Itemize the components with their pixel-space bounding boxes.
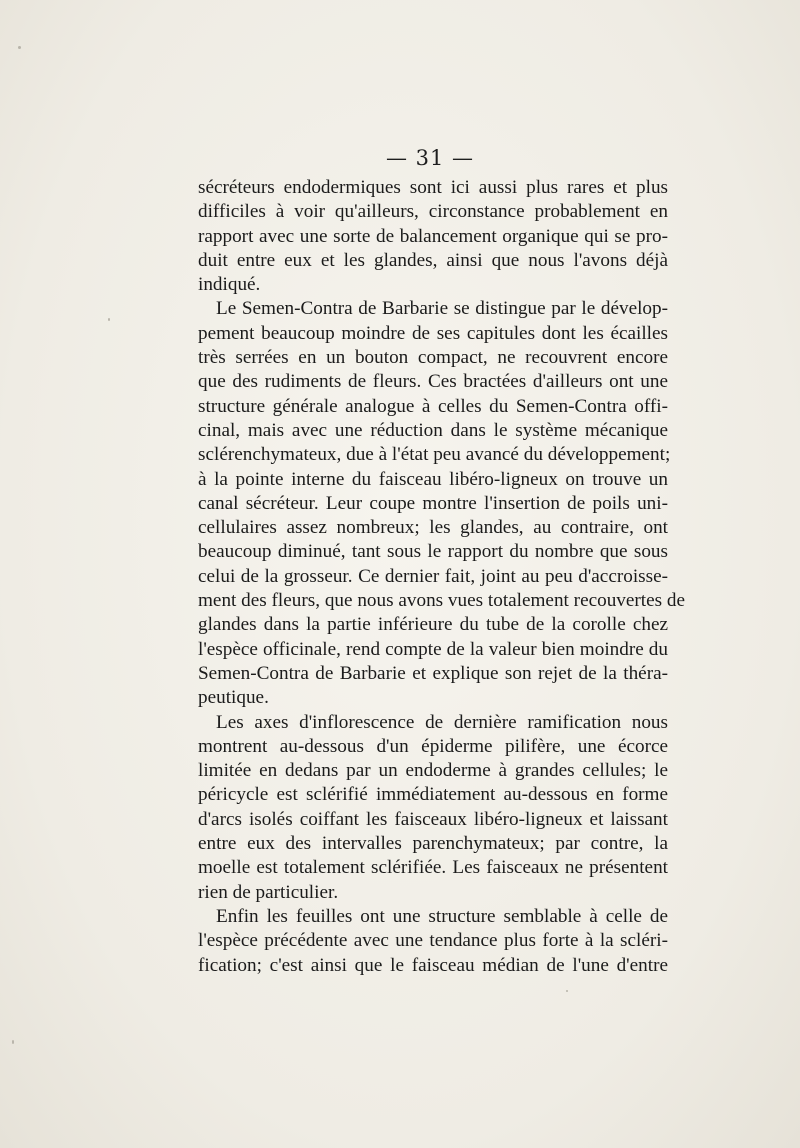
text-line: Semen-Contra de Barbarie et explique son rejet de la théra- — [198, 662, 668, 684]
text-line: canal sécréteur. Leur coupe montre l'insertion de poils uni- — [198, 492, 668, 514]
paper-speck — [12, 1040, 14, 1044]
text-line: rapport avec une sorte de balancement organique qui se pro- — [198, 225, 668, 247]
text-line: entre eux des intervalles parenchymateux; par contre, la — [198, 833, 668, 855]
text-line: Les axes d'inflorescence de dernière ramification nous — [216, 711, 668, 733]
text-line: sclérenchymateux, due à l'état peu avancé du développement; — [198, 444, 671, 466]
text-line: d'arcs isolés coiffant les faisceaux libéro-ligneux et laissant — [198, 808, 668, 830]
text-line: très serrées en un bouton compact, ne recouvrent encore — [198, 347, 668, 369]
text-line: difficiles à voir qu'ailleurs, circonstance probablement en — [198, 201, 668, 223]
text-line: que des rudiments de fleurs. Ces bractées d'ailleurs ont une — [198, 371, 668, 393]
text-line: structure générale analogue à celles du Semen-Contra offi- — [198, 395, 668, 417]
body-text — [198, 176, 686, 978]
text-line: rien de particulier. — [198, 881, 339, 903]
text-line: limitée en dedans par un endoderme à grandes cellules; le — [198, 760, 668, 782]
text-line: glandes dans la partie inférieure du tube de la corolle chez — [198, 614, 668, 636]
text-line: cellulaires assez nombreux; les glandes, au contraire, ont — [198, 517, 668, 539]
page-number: — 31 — — [385, 146, 475, 170]
text-line: péricycle est sclérifié immédiatement au-dessous en forme — [198, 784, 668, 806]
text-line: indiqué. — [198, 274, 261, 296]
text-line: pement beaucoup moindre de ses capitules dont les écailles — [198, 322, 668, 344]
text-line: beaucoup diminué, tant sous le rapport du nombre que sous — [198, 541, 668, 563]
text-line: l'espèce précédente avec une tendance plus forte à la scléri- — [198, 930, 668, 952]
text-line: ment des fleurs, que nous avons vues totalement recouvertes de — [198, 590, 686, 612]
paper-speck — [108, 318, 110, 321]
text-line: Le Semen-Contra de Barbarie se distingue par le dévelop- — [216, 298, 668, 320]
paper-speck — [18, 46, 21, 49]
text-line: à la pointe interne du faisceau libéro-ligneux on trouve un — [198, 468, 668, 490]
text-line: duit entre eux et les glandes, ainsi que nous l'avons déjà — [198, 249, 668, 271]
text-line: l'espèce officinale, rend compte de la valeur bien moindre du — [198, 638, 668, 660]
text-line: peutique. — [198, 687, 269, 709]
text-line: fication; c'est ainsi que le faisceau médian de l'une d'entre — [198, 954, 668, 976]
text-line: Enfin les feuilles ont une structure semblable à celle de — [216, 905, 668, 927]
text-line: moelle est totalement sclérifiée. Les faisceaux ne présentent — [198, 857, 668, 879]
paper-speck — [566, 990, 568, 992]
text-line: montrent au-dessous d'un épiderme pilifère, une écorce — [198, 735, 668, 757]
text-line: cinal, mais avec une réduction dans le système mécanique — [198, 419, 668, 441]
text-line: sécréteurs endodermiques sont ici aussi plus rares et plus — [198, 177, 668, 198]
text-line: celui de la grosseur. Ce dernier fait, joint au peu d'accroisse- — [198, 565, 668, 587]
